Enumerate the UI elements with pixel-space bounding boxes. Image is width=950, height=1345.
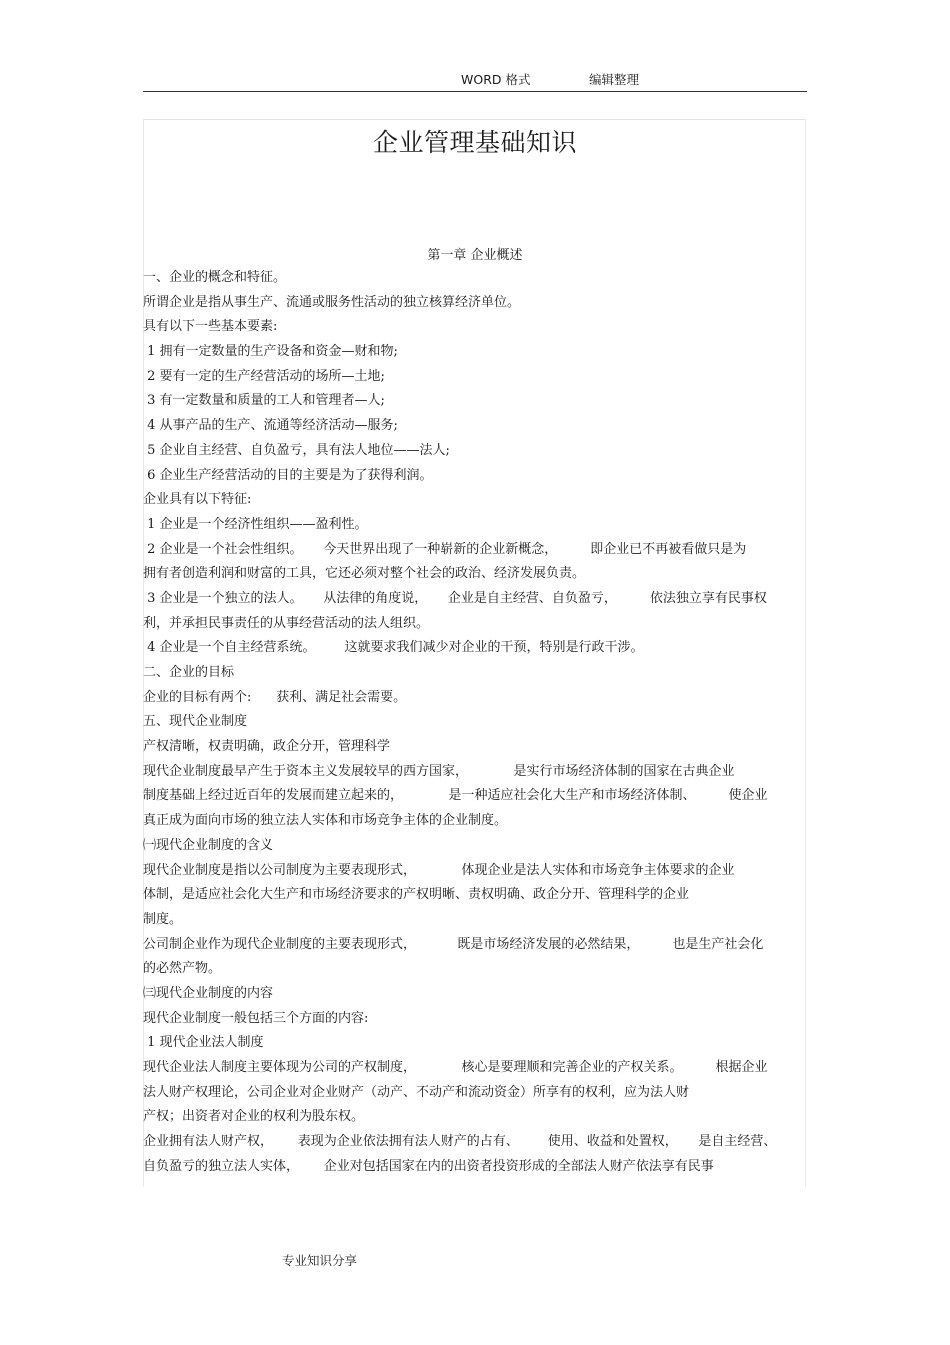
header-edit-label: 编辑整理 [589,72,640,87]
text-line: 一、企业的概念和特征。 [143,270,287,285]
page-header [143,70,807,90]
text-line: 制度。 [143,911,183,927]
text-line: 产权清晰，权责明确，政企分开，管理科学 [143,739,391,755]
text-line: 拥有者创造利润和财富的工具，它还必须对整个社会的政治、经济发展负责。 [143,566,586,582]
text-line: 法人财产权理论，公司企业对企业财产（动产、不动产和流动资金）所享有的权利，应为法人财 [143,1084,690,1100]
header-format-label: WORD 格式 [461,72,531,87]
text-line: 1 现代企业法人制度 [143,1035,264,1051]
text-line: 的必然产物。 [143,961,222,977]
text-line: 现代企业制度是指以公司制度为主要表现形式， 体现企业是法人实体和市场竞争主体要求的企业 [143,862,735,878]
text-line: 体制，是适应社会化大生产和市场经济要求的产权明晰、责权明确、政企分开、管理科学的企业 [143,887,690,903]
text-line: 3 有一定数量和质量的工人和管理者—人; [143,393,385,409]
text-line: 企业拥有法人财产权， 表现为企业依法拥有法人财产的占有、 使用、收益和处置权， 是自主经营、 [143,1134,777,1150]
text-line: ㈢现代企业制度的内容 [143,985,274,1001]
text-line: 2 企业是一个社会性组织。 今天世界出现了一种崭新的企业新概念， 即企业已不再被看做只是为 [143,541,747,557]
text-line: 二、企业的目标 [143,665,235,680]
text-line: 所谓企业是指从事生产、流通或服务性活动的独立核算经济单位。 [143,294,521,310]
text-line: 1 拥有一定数量的生产设备和资金—财和物; [143,344,398,360]
body-text [143,266,807,1179]
text-line: 自负盈亏的独立法人实体， 企业对包括国家在内的出资者投资形成的全部法人财产依法享有民事 [143,1158,714,1174]
text-line: ㈠现代企业制度的含义 [143,837,274,853]
text-line: 制度基础上经过近百年的发展而建立起来的， 是一种适应社会化大生产和市场经济体制、 使企业 [143,788,768,804]
text-line: 现代企业法人制度主要体现为公司的产权制度， 核心是要理顺和完善企业的产权关系。 根据企业 [143,1060,768,1075]
text-line: 现代企业制度一般包括三个方面的内容: [143,1010,369,1026]
text-line: 2 要有一定的生产经营活动的场所—土地; [143,368,385,384]
text-line: 5 企业自主经营、自负盈亏，具有法人地位——法人; [143,442,450,458]
text-line: 具有以下一些基本要素: [143,319,278,335]
text-line: 4 企业是一个自主经营系统。 这就要求我们减少对企业的干预，特别是行政干涉。 [143,640,644,656]
page-footer: 专业知识分享 [282,1253,358,1268]
text-line: 企业具有以下特征: [143,492,252,508]
text-line: 公司制企业作为现代企业制度的主要表现形式， 既是市场经济发展的必然结果， 也是生产社会化 [143,936,764,952]
text-line: 3 企业是一个独立的法人。 从法律的角度说， 企业是自主经营、自负盈亏， 依法独立享有民事权 [143,590,767,606]
header-divider [143,91,807,92]
text-line: 1 企业是一个经济性组织——盈利性。 [143,516,368,532]
document-title: 企业管理基础知识 [372,128,577,157]
text-line: 产权；出资者对企业的权利为股东权。 [143,1109,365,1125]
text-line: 真正成为面向市场的独立法人实体和市场竞争主体的企业制度。 [143,813,508,829]
chapter-heading: 第一章 企业概述 [427,248,523,263]
text-line: 企业的目标有两个: 获利、满足社会需要。 [143,689,407,705]
text-line: 五、现代企业制度 [143,714,248,730]
text-line: 利，并承担民事责任的从事经营活动的法人组织。 [143,615,430,631]
text-line: 现代企业制度最早产生于资本主义发展较早的西方国家， 是实行市场经济体制的国家在古典企业 [143,763,735,779]
text-line: 6 企业生产经营活动的目的主要是为了获得利润。 [143,467,433,483]
text-line: 4 从事产品的生产、流通等经济活动—服务; [143,418,398,434]
